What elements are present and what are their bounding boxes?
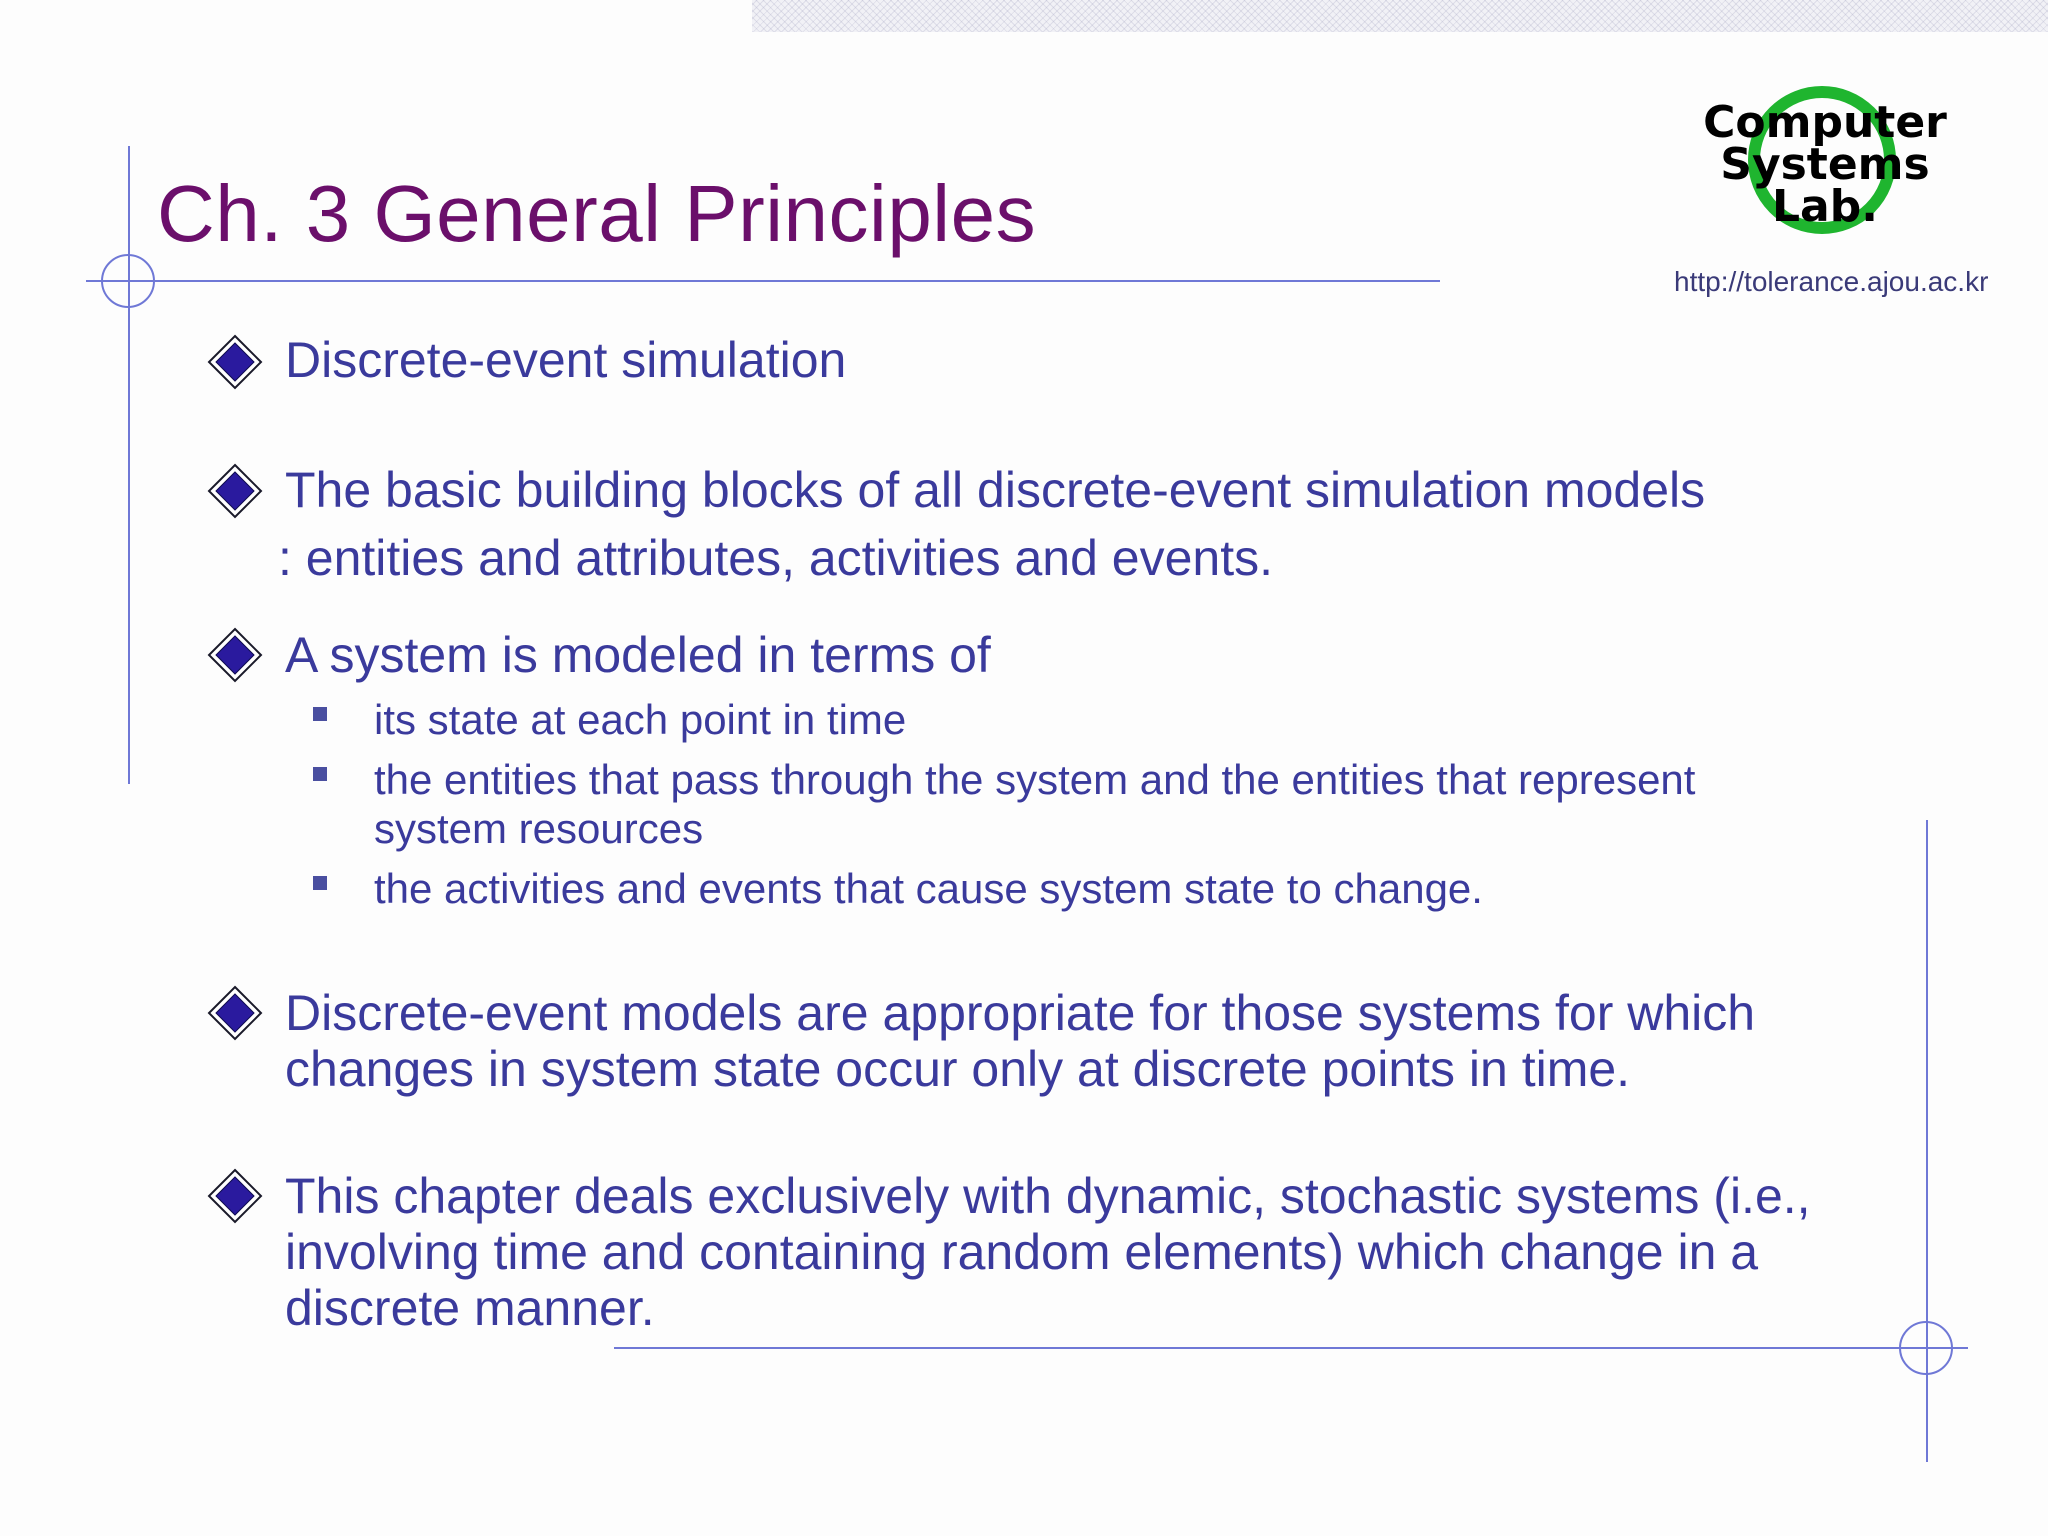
bullet-2-line-1: The basic building blocks of all discrete-event simulation models	[285, 462, 1706, 518]
top-left-crosshair-icon	[101, 254, 155, 308]
bullet-1-text: Discrete-event simulation	[285, 332, 847, 388]
diamond-bullet-icon	[207, 627, 263, 683]
logo-line-1: Computer	[1703, 97, 1947, 148]
square-bullet-icon	[313, 876, 327, 890]
sub-bullet-2-line-2: system resources	[374, 805, 704, 852]
logo-line-3: Lab.	[1772, 181, 1878, 232]
left-vertical-rule	[128, 146, 130, 784]
bullet-3-text: A system is modeled in terms of	[285, 627, 991, 683]
sub-bullet-2-line-1: the entities that pass through the system and the entities that represent	[374, 756, 1696, 803]
title-underline	[86, 280, 1440, 282]
bullet-2-line-2: : entities and attributes, activities and events.	[278, 530, 1273, 586]
bottom-right-crosshair-icon	[1899, 1321, 1953, 1375]
square-bullet-icon	[313, 767, 327, 781]
page-title: Ch. 3 General Principles	[157, 169, 1037, 258]
logo-line-2: Systems	[1720, 139, 1930, 190]
diamond-bullet-icon	[207, 985, 263, 1041]
bottom-rule	[614, 1347, 1968, 1349]
bullet-4-line-2: changes in system state occur only at discrete points in time.	[285, 1041, 1631, 1097]
logo-text	[1700, 97, 1950, 232]
square-bullet-icon	[313, 707, 327, 721]
lab-url: http://tolerance.ajou.ac.kr	[1674, 266, 1989, 297]
bullet-5-line-2: involving time and containing random elements) which change in a	[285, 1224, 1759, 1280]
diamond-bullet-icon	[207, 334, 263, 390]
bullet-4-line-1: Discrete-event models are appropriate for those systems for which	[285, 985, 1756, 1041]
top-pattern-strip	[752, 0, 2048, 32]
diamond-bullet-icon	[207, 463, 263, 519]
sub-bullet-3: the activities and events that cause system state to change.	[374, 865, 1483, 912]
computer-systems-lab-logo	[1700, 82, 1950, 252]
bullet-5-line-1: This chapter deals exclusively with dynamic, stochastic systems (i.e.,	[285, 1168, 1811, 1224]
diamond-bullet-icon	[207, 1168, 263, 1224]
bullet-5-line-3: discrete manner.	[285, 1280, 655, 1336]
sub-bullet-1: its state at each point in time	[374, 696, 907, 743]
